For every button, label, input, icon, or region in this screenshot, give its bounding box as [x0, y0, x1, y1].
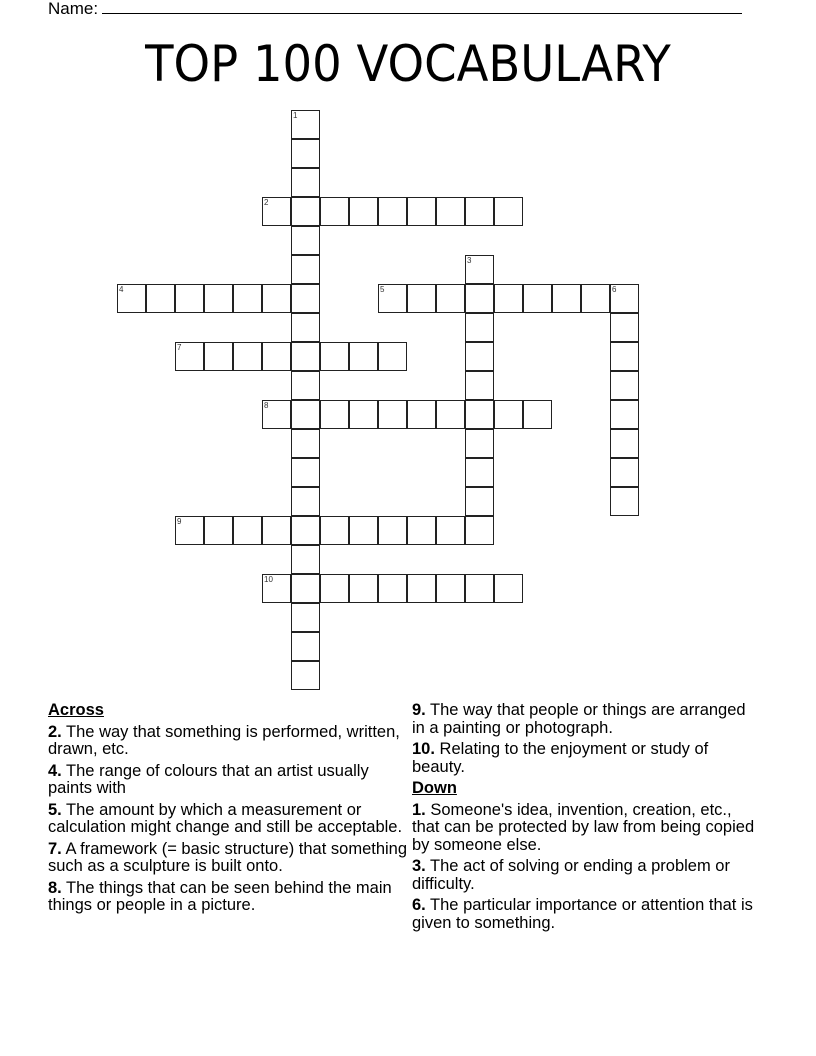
grid-cell[interactable]	[494, 197, 523, 226]
grid-cell[interactable]	[233, 516, 262, 545]
grid-cell[interactable]	[291, 487, 320, 516]
grid-cell[interactable]	[436, 574, 465, 603]
grid-cell[interactable]	[291, 284, 320, 313]
clue-text: The way that people or things are arranged in a painting or photograph.	[412, 701, 746, 737]
grid-cell[interactable]	[291, 516, 320, 545]
cell-number: 7	[177, 343, 182, 352]
clue-text: Someone's idea, invention, creation, etc., that can be protected by law from being copied by someone else.	[412, 800, 755, 854]
clue-text: The act of solving or ending a problem or difficulty.	[412, 857, 730, 893]
grid-cell[interactable]	[436, 284, 465, 313]
grid-cell[interactable]	[175, 284, 204, 313]
grid-cell[interactable]	[233, 342, 262, 371]
grid-cell[interactable]	[465, 458, 494, 487]
cell-number: 4	[119, 285, 124, 294]
grid-cell[interactable]	[610, 342, 639, 371]
grid-cell[interactable]	[378, 400, 407, 429]
grid-cell[interactable]	[465, 429, 494, 458]
grid-cell[interactable]	[175, 342, 204, 371]
clue-across-9	[412, 702, 757, 737]
clue-number: 6.	[412, 896, 426, 914]
grid-cell[interactable]	[204, 284, 233, 313]
grid-cell[interactable]	[436, 516, 465, 545]
grid-cell[interactable]	[378, 197, 407, 226]
clue-text: The way that something is performed, written, drawn, etc.	[48, 722, 400, 758]
clue-down-6	[412, 897, 757, 932]
grid-cell[interactable]	[610, 371, 639, 400]
grid-cell[interactable]	[610, 313, 639, 342]
grid-cell[interactable]	[262, 284, 291, 313]
grid-cell[interactable]	[436, 197, 465, 226]
clue-number: 2.	[48, 722, 62, 741]
grid-cell[interactable]	[407, 284, 436, 313]
grid-cell[interactable]	[291, 255, 320, 284]
grid-cell[interactable]	[320, 342, 349, 371]
grid-cell[interactable]	[320, 574, 349, 603]
grid-cell[interactable]	[233, 284, 262, 313]
clue-down-3	[412, 858, 757, 893]
cell-number: 5	[380, 285, 385, 294]
grid-cell[interactable]	[407, 574, 436, 603]
clue-down-1	[412, 802, 757, 855]
clue-text: The range of colours that an artist usually paints with	[48, 761, 369, 797]
clue-number: 8.	[48, 878, 62, 897]
clues-column-right	[412, 702, 757, 936]
grid-cell[interactable]	[291, 661, 320, 690]
grid-cell[interactable]	[523, 284, 552, 313]
grid-cell[interactable]	[610, 487, 639, 516]
clue-number: 4.	[48, 761, 62, 780]
grid-cell[interactable]	[465, 284, 494, 313]
clue-across-7	[48, 841, 408, 876]
clue-across-4	[48, 763, 408, 798]
grid-cell[interactable]	[436, 400, 465, 429]
clue-text: The things that can be seen behind the main things or people in a picture.	[48, 878, 392, 914]
page-title: TOP 100 VOCABULARY	[145, 35, 671, 93]
grid-cell[interactable]	[349, 342, 378, 371]
grid-cell[interactable]	[378, 342, 407, 371]
grid-cell[interactable]	[117, 284, 146, 313]
cell-number: 10	[264, 575, 273, 584]
grid-cell[interactable]	[291, 226, 320, 255]
grid-cell[interactable]	[146, 284, 175, 313]
grid-cell[interactable]	[291, 632, 320, 661]
grid-cell[interactable]	[291, 545, 320, 574]
clue-text: The particular importance or attention that is given to something.	[412, 896, 753, 932]
grid-cell[interactable]	[320, 197, 349, 226]
grid-cell[interactable]	[291, 110, 320, 139]
grid-cell[interactable]	[262, 197, 291, 226]
grid-cell[interactable]	[262, 400, 291, 429]
grid-cell[interactable]	[320, 400, 349, 429]
grid-cell[interactable]	[465, 313, 494, 342]
clue-text: A framework (= basic structure) that something such as a sculpture is built onto.	[48, 839, 408, 875]
grid-cell[interactable]	[175, 516, 204, 545]
grid-cell[interactable]	[465, 197, 494, 226]
crossword-grid	[117, 110, 640, 691]
grid-cell[interactable]	[349, 574, 378, 603]
clue-across-10	[412, 741, 757, 776]
down-heading: Down	[412, 779, 457, 797]
grid-cell[interactable]	[378, 284, 407, 313]
grid-cell[interactable]	[349, 516, 378, 545]
clue-number: 9.	[412, 701, 426, 719]
grid-cell[interactable]	[291, 197, 320, 226]
grid-cell[interactable]	[291, 342, 320, 371]
clue-number: 1.	[412, 800, 426, 819]
grid-cell[interactable]	[465, 255, 494, 284]
grid-cell[interactable]	[465, 400, 494, 429]
grid-cell[interactable]	[378, 574, 407, 603]
grid-cell[interactable]	[465, 487, 494, 516]
grid-cell[interactable]	[465, 574, 494, 603]
grid-cell[interactable]	[610, 400, 639, 429]
grid-cell[interactable]	[291, 574, 320, 603]
grid-cell[interactable]	[610, 429, 639, 458]
grid-cell[interactable]	[291, 603, 320, 632]
name-underline[interactable]	[102, 0, 742, 14]
grid-cell[interactable]	[523, 400, 552, 429]
grid-cell[interactable]	[291, 313, 320, 342]
grid-cell[interactable]	[349, 400, 378, 429]
grid-cell[interactable]	[378, 516, 407, 545]
clue-number: 10.	[412, 740, 435, 758]
cell-number: 6	[612, 285, 617, 294]
clue-text: The amount by which a measurement or calculation might change and still be acceptable.	[48, 800, 403, 836]
grid-cell[interactable]	[465, 342, 494, 371]
grid-cell[interactable]	[262, 342, 291, 371]
grid-cell[interactable]	[204, 342, 233, 371]
grid-cell[interactable]	[291, 139, 320, 168]
cell-number: 1	[293, 111, 298, 120]
grid-cell[interactable]	[291, 371, 320, 400]
clue-across-2	[48, 724, 408, 759]
grid-cell[interactable]	[407, 516, 436, 545]
clue-number: 3.	[412, 857, 426, 875]
grid-cell[interactable]	[494, 284, 523, 313]
clues-column-left	[48, 702, 408, 919]
grid-cell[interactable]	[291, 168, 320, 197]
cell-number: 8	[264, 401, 269, 410]
cell-number: 2	[264, 198, 269, 207]
across-heading: Across	[48, 701, 104, 719]
clue-number: 5.	[48, 800, 62, 819]
grid-cell[interactable]	[291, 400, 320, 429]
grid-cell[interactable]	[610, 284, 639, 313]
cell-number: 9	[177, 517, 182, 526]
grid-cell[interactable]	[262, 516, 291, 545]
grid-cell[interactable]	[465, 371, 494, 400]
cell-number: 3	[467, 256, 472, 265]
grid-cell[interactable]	[610, 458, 639, 487]
grid-cell[interactable]	[494, 400, 523, 429]
grid-cell[interactable]	[291, 429, 320, 458]
grid-cell[interactable]	[552, 284, 581, 313]
clue-across-5	[48, 802, 408, 837]
grid-cell[interactable]	[349, 197, 378, 226]
name-field[interactable]	[48, 0, 742, 19]
grid-cell[interactable]	[262, 574, 291, 603]
grid-cell[interactable]	[407, 400, 436, 429]
clue-number: 7.	[48, 839, 62, 858]
grid-cell[interactable]	[320, 516, 349, 545]
grid-cell[interactable]	[581, 284, 610, 313]
grid-cell[interactable]	[494, 574, 523, 603]
clue-text: Relating to the enjoyment or study of beauty.	[412, 740, 709, 776]
grid-cell[interactable]	[204, 516, 233, 545]
grid-cell[interactable]	[465, 516, 494, 545]
name-label: Name:	[48, 0, 99, 18]
grid-cell[interactable]	[407, 197, 436, 226]
grid-cell[interactable]	[291, 458, 320, 487]
clue-across-8	[48, 880, 408, 915]
